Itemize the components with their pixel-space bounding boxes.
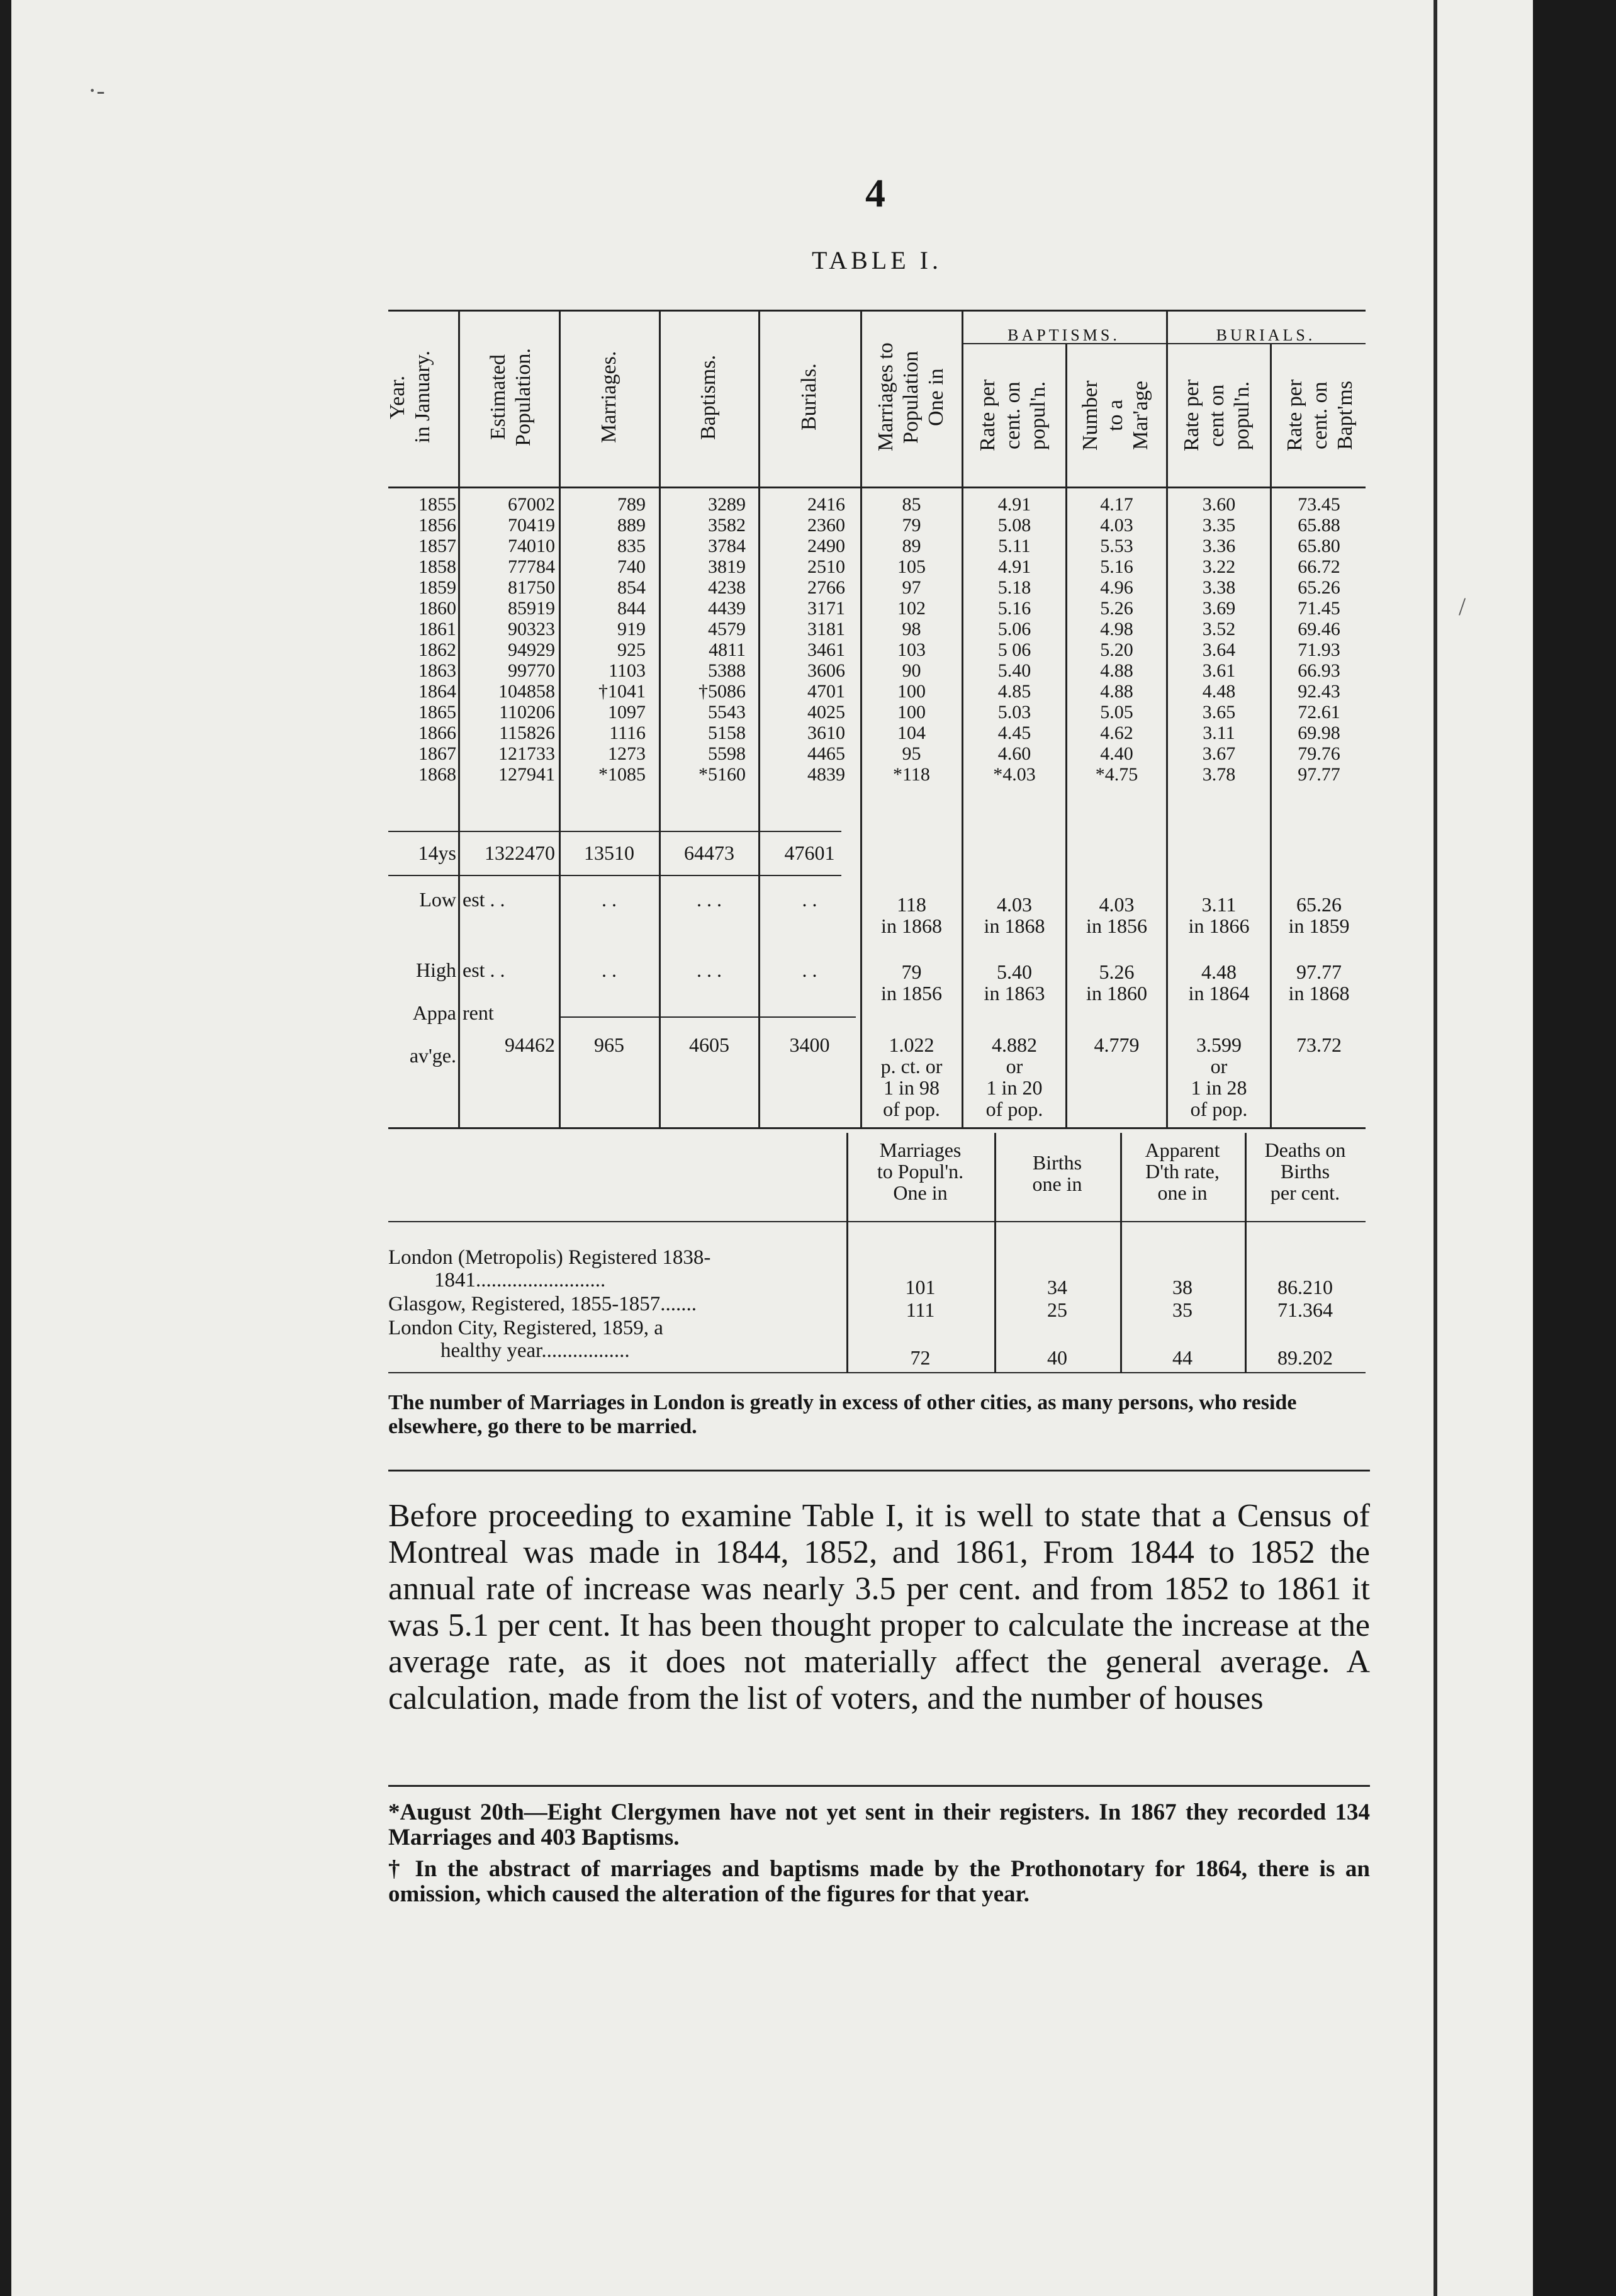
table-cell-bur_bap: 72.61 — [1298, 702, 1340, 723]
table-cell-burials: 4465 — [807, 743, 845, 764]
table-cell-burials: 4025 — [807, 702, 845, 723]
highest-baptism-rate: 5.40 in 1863 — [984, 960, 1045, 1004]
comparison-header-rule — [388, 1221, 1366, 1222]
london-city-label-cont: healthy year................. — [440, 1339, 630, 1362]
table-cell-bap_num: 5.16 — [1100, 556, 1133, 577]
table-cell-bap_num: *4.75 — [1095, 764, 1138, 785]
table-cell-baptisms: 4579 — [708, 619, 746, 639]
highest-dots: . . — [802, 959, 817, 981]
lowest-label: Low — [419, 888, 456, 911]
table-cell-burials: 3171 — [807, 598, 845, 619]
footnote-dagger: † In the abstract of marriages and baptisms made by the Prothonotary for 1864, there is an omission, which caused the alteration of the figures for that year. — [388, 1856, 1370, 1907]
average-label-cont: rent — [463, 1001, 494, 1024]
table-cell-bap_rate: 4.91 — [997, 494, 1031, 515]
average-label: Appa av'ge. — [409, 1001, 456, 1067]
table-cell-bap_num: 5.20 — [1100, 639, 1133, 660]
scan-speck: / — [1459, 592, 1466, 621]
table-cell-year: 1867 — [418, 743, 456, 764]
table-cell-marriages: 1103 — [609, 660, 646, 681]
table-cell-burials: 3461 — [807, 639, 845, 660]
table-cell-bur_rate: 3.78 — [1202, 764, 1236, 785]
comparison-header-marriages: Marriages to Popul'n. One in — [877, 1139, 964, 1204]
table-cell-year: 1868 — [418, 764, 456, 785]
table-cell-bur_bap: 66.93 — [1298, 660, 1340, 681]
london-city-label: London City, Registered, 1859, a — [388, 1317, 663, 1339]
group-header-baptisms: BAPTISMS. — [1007, 326, 1120, 344]
average-burials-on-baptisms: 73.72 — [1296, 1033, 1342, 1056]
table-cell-population: 85919 — [508, 598, 555, 619]
table-cell-bap_num: 5.53 — [1100, 536, 1133, 556]
table-cell-baptisms: 5158 — [708, 723, 746, 743]
lowest-marriages-to-population: 118 in 1868 — [881, 893, 942, 937]
table-cell-population: 94929 — [508, 639, 555, 660]
table-cell-population: 70419 — [508, 515, 555, 536]
highest-burial-rate: 4.48 in 1864 — [1188, 960, 1250, 1004]
col-divider — [659, 310, 661, 1128]
footnote-asterisk: *August 20th—Eight Clergymen have not yet sent in their registers. In 1867 they recorded 134 Marriages and 403 Baptisms. — [388, 1799, 1370, 1850]
table-cell-bap_num: 4.96 — [1100, 577, 1133, 598]
table-cell-bur_bap: 65.80 — [1298, 536, 1340, 556]
table-cell-year: 1866 — [418, 723, 456, 743]
table-cell-marriages: 854 — [617, 577, 646, 598]
scan-border — [1533, 0, 1616, 2296]
col-header-marriages: Marriages. — [597, 351, 620, 444]
table-cell-bap_num: 4.98 — [1100, 619, 1133, 639]
table-cell-baptisms: 3289 — [708, 494, 746, 515]
totals-population: 1322470 — [485, 841, 555, 864]
table-cell-marriages: 919 — [617, 619, 646, 639]
col-divider — [758, 310, 760, 1128]
table-cell-marriages: 835 — [617, 536, 646, 556]
table-cell-bap_num: 4.03 — [1100, 515, 1133, 536]
col-header-population: Estimated Population. — [486, 348, 535, 446]
table-bottom-rule — [388, 1127, 1366, 1129]
table-cell-population: 110206 — [499, 702, 555, 723]
column-burial-rate — [1169, 494, 1269, 785]
totals-baptisms: 64473 — [684, 841, 734, 864]
comparison-death-rate-value: 44 — [1172, 1346, 1192, 1369]
average-baptism-rate: 4.882 or 1 in 20 of pop. — [985, 1033, 1043, 1120]
lowest-burial-rate: 3.11 in 1866 — [1188, 893, 1250, 937]
table-title: TABLE I. — [812, 246, 942, 274]
table-cell-baptisms: 3784 — [708, 536, 746, 556]
highest-label-cont: est . . — [463, 959, 505, 981]
table-cell-bap_num: 4.40 — [1100, 743, 1133, 764]
table-cell-m_pop: 97 — [902, 577, 921, 598]
london-metropolis-label: London (Metropolis) Registered 1838- — [388, 1246, 711, 1269]
table-cell-bur_bap: 66.72 — [1298, 556, 1340, 577]
table-cell-bur_rate: 3.67 — [1202, 743, 1236, 764]
table-cell-bap_rate: 5.06 — [997, 619, 1031, 639]
col-header-marriages-to-population: Marriages to Population One in — [874, 342, 948, 452]
table-cell-bap_num: 4.62 — [1100, 723, 1133, 743]
table-cell-bap_rate: 5.08 — [997, 515, 1031, 536]
comparison-births-value: 25 — [1047, 1298, 1067, 1321]
comparison-header-death-rate: Apparent D'th rate, one in — [1145, 1139, 1220, 1204]
table-cell-year: 1857 — [418, 536, 456, 556]
table-cell-bur_bap: 71.45 — [1298, 598, 1340, 619]
table-cell-burials: 3181 — [807, 619, 845, 639]
average-marriages-to-population: 1.022 p. ct. or 1 in 98 of pop. — [880, 1033, 943, 1120]
london-metropolis-label-cont: 1841......................... — [434, 1269, 606, 1292]
table-cell-bur_bap: 69.46 — [1298, 619, 1340, 639]
column-year — [388, 494, 456, 785]
table-cell-bur_rate: 3.61 — [1202, 660, 1236, 681]
table-cell-marriages: 740 — [617, 556, 646, 577]
table-cell-bur_rate: 3.60 — [1202, 494, 1236, 515]
table-cell-bur_bap: 79.76 — [1298, 743, 1340, 764]
comparison-bottom-rule — [388, 1372, 1366, 1373]
table-cell-m_pop: 102 — [897, 598, 926, 619]
table-cell-year: 1865 — [418, 702, 456, 723]
totals-top-rule — [388, 831, 841, 832]
col-divider — [1270, 343, 1272, 1128]
table-cell-year: 1855 — [418, 494, 456, 515]
table-cell-bap_rate: 5.40 — [997, 660, 1031, 681]
column-baptisms-per-marriage — [1068, 494, 1165, 785]
column-burials — [761, 494, 845, 785]
comparison-deaths-on-births-value: 71.364 — [1277, 1298, 1333, 1321]
table-cell-marriages: †1041 — [598, 681, 646, 702]
lowest-dots: . . . — [697, 888, 722, 911]
table-cell-baptisms: 5598 — [708, 743, 746, 764]
table-cell-m_pop: 100 — [897, 702, 926, 723]
table-cell-bap_rate: 5.11 — [998, 536, 1031, 556]
table-cell-bap_num: 5.05 — [1100, 702, 1133, 723]
table-cell-bur_rate: 3.11 — [1203, 723, 1235, 743]
table-cell-bur_bap: 97.77 — [1298, 764, 1340, 785]
table-cell-population: 99770 — [508, 660, 555, 681]
col-header-burials: Burials. — [797, 363, 821, 431]
lowest-baptisms-per-marriage: 4.03 in 1856 — [1086, 893, 1147, 937]
footnote-rule — [388, 1785, 1370, 1787]
table-cell-marriages: 844 — [617, 598, 646, 619]
table-cell-bur_rate: 3.35 — [1202, 515, 1236, 536]
table-cell-population: 77784 — [508, 556, 555, 577]
table-cell-bap_rate: 5.18 — [997, 577, 1031, 598]
table-cell-burials: 3610 — [807, 723, 845, 743]
col-divider — [1166, 310, 1168, 1128]
comparison-marriages-value: 111 — [906, 1298, 935, 1321]
average-rule — [560, 1016, 856, 1018]
table-cell-m_pop: 103 — [897, 639, 926, 660]
table-cell-m_pop: 90 — [902, 660, 921, 681]
comparison-header-deaths-on-births: Deaths on Births per cent. — [1264, 1139, 1346, 1204]
comparison-deaths-on-births-value: 89.202 — [1277, 1346, 1333, 1369]
table-cell-burials: 2766 — [807, 577, 845, 598]
average-burial-rate: 3.599 or 1 in 28 of pop. — [1190, 1033, 1248, 1120]
section-rule — [388, 1470, 1370, 1472]
table-cell-baptisms: *5160 — [699, 764, 746, 785]
table-cell-m_pop: 105 — [897, 556, 926, 577]
col-divider — [458, 310, 460, 1128]
totals-bottom-rule — [388, 875, 841, 876]
table-cell-bur_rate: 3.22 — [1202, 556, 1236, 577]
column-burials-on-baptisms — [1272, 494, 1366, 785]
table-cell-marriages: 889 — [617, 515, 646, 536]
comparison-marriages-value: 101 — [905, 1276, 936, 1298]
table-cell-m_pop: 79 — [902, 515, 921, 536]
table-cell-year: 1863 — [418, 660, 456, 681]
table-top-rule — [388, 310, 1366, 312]
glasgow-label: Glasgow, Registered, 1855-1857....... — [388, 1293, 697, 1315]
table-cell-year: 1858 — [418, 556, 456, 577]
table-cell-bur_bap: 65.88 — [1298, 515, 1340, 536]
col-header-baptisms: Baptisms. — [697, 354, 720, 440]
table-cell-bap_num: 4.17 — [1100, 494, 1133, 515]
table-cell-year: 1860 — [418, 598, 456, 619]
average-marriages: 965 — [594, 1033, 624, 1056]
table-cell-population: 67002 — [508, 494, 555, 515]
totals-burials: 47601 — [784, 841, 835, 864]
comparison-death-rate-value: 35 — [1172, 1298, 1192, 1321]
page-fold — [1434, 0, 1437, 2296]
table-cell-year: 1861 — [418, 619, 456, 639]
table-cell-burials: 2490 — [807, 536, 845, 556]
table-cell-bur_bap: 73.45 — [1298, 494, 1340, 515]
table-cell-population: 127941 — [498, 764, 555, 785]
table-cell-bur_rate: 3.69 — [1202, 598, 1236, 619]
table-cell-marriages: *1085 — [598, 764, 646, 785]
body-paragraph: Before proceeding to examine Table I, it is well to state that a Census of Montreal was made in 1844, 1852, and 1861, From 1844 to 1852 the annual rate of increase was nearly 3.5 per cent. and from 1852 to 1861 it was 5.1 per cent. It has been thought proper to calculate the increase at the average rate, as it does not materially affect the general average. A calculation, made from the list of voters, and the number of houses — [388, 1498, 1370, 1716]
table-cell-bap_rate: 4.45 — [997, 723, 1031, 743]
highest-baptisms-per-marriage: 5.26 in 1860 — [1086, 960, 1147, 1004]
col-header-burials-on-baptisms: Rate per cent. on Bapt'ms — [1283, 379, 1357, 452]
totals-marriages: 13510 — [584, 841, 634, 864]
col-divider — [860, 310, 862, 1128]
average-burials: 3400 — [789, 1033, 830, 1056]
column-marriages — [561, 494, 646, 785]
highest-label: High — [416, 959, 456, 981]
table-cell-baptisms: 4238 — [708, 577, 746, 598]
table-cell-baptisms: 3819 — [708, 556, 746, 577]
table-cell-marriages: 925 — [617, 639, 646, 660]
column-baptism-rate — [964, 494, 1065, 785]
table-cell-population: 81750 — [508, 577, 555, 598]
table-cell-burials: 4701 — [807, 681, 845, 702]
comparison-deaths-on-births-value: 86.210 — [1277, 1276, 1333, 1298]
table-cell-bur_rate: 3.64 — [1202, 639, 1236, 660]
table-cell-baptisms: 4811 — [709, 639, 746, 660]
highest-burials-on-baptisms: 97.77 in 1868 — [1288, 960, 1350, 1004]
table-cell-population: 104858 — [498, 681, 555, 702]
table-cell-bap_num: 4.88 — [1100, 660, 1133, 681]
comparison-header-births: Births one in — [1032, 1151, 1082, 1195]
table-cell-burials: 2510 — [807, 556, 845, 577]
average-baptisms: 4605 — [689, 1033, 729, 1056]
table-cell-m_pop: *118 — [893, 764, 930, 785]
table-note: The number of Marriages in London is greatly in excess of other cities, as many persons, who reside elsewhere, go there to be married. — [388, 1391, 1297, 1438]
table-cell-burials: 3606 — [807, 660, 845, 681]
table-cell-bur_bap: 71.93 — [1298, 639, 1340, 660]
table-cell-population: 74010 — [508, 536, 555, 556]
highest-dots: . . . — [697, 959, 722, 981]
table-cell-m_pop: 100 — [897, 681, 926, 702]
table-cell-burials: 4839 — [807, 764, 845, 785]
page-number: 4 — [865, 171, 885, 215]
table-cell-burials: 2360 — [807, 515, 845, 536]
lowest-burials-on-baptisms: 65.26 in 1859 — [1288, 893, 1350, 937]
table-cell-m_pop: 85 — [902, 494, 921, 515]
table-cell-baptisms: 5388 — [708, 660, 746, 681]
column-baptisms — [661, 494, 746, 785]
table-cell-baptisms: 3582 — [708, 515, 746, 536]
table-cell-marriages: 789 — [617, 494, 646, 515]
comparison-marriages-value: 72 — [910, 1346, 931, 1369]
col-header-baptism-rate: Rate per cent. on popul'n. — [976, 379, 1050, 452]
table-cell-marriages: 1116 — [609, 723, 646, 743]
table-cell-bap_num: 4.88 — [1100, 681, 1133, 702]
comparison-births-value: 34 — [1047, 1276, 1067, 1298]
average-baptisms-per-marriage: 4.779 — [1094, 1033, 1140, 1056]
col-header-year: Year. in January. — [386, 351, 434, 444]
group-header-burials: BURIALS. — [1216, 326, 1316, 344]
table-cell-m_pop: 95 — [902, 743, 921, 764]
table-cell-m_pop: 98 — [902, 619, 921, 639]
table-cell-bur_rate: 3.52 — [1202, 619, 1236, 639]
column-population — [461, 494, 555, 785]
table-cell-marriages: 1273 — [608, 743, 646, 764]
lowest-baptism-rate: 4.03 in 1868 — [984, 893, 1045, 937]
table-cell-bur_bap: 65.26 — [1298, 577, 1340, 598]
table-cell-bur_rate: 3.36 — [1202, 536, 1236, 556]
table-cell-bap_rate: 5 06 — [997, 639, 1031, 660]
table-cell-m_pop: 89 — [902, 536, 921, 556]
table-cell-year: 1856 — [418, 515, 456, 536]
scan-speck: ·- — [88, 76, 105, 104]
table-cell-year: 1862 — [418, 639, 456, 660]
col-header-burial-rate: Rate per cent on popul'n. — [1180, 379, 1254, 452]
col-divider — [962, 310, 963, 1128]
table-cell-population: 90323 — [508, 619, 555, 639]
highest-dots: . . — [602, 959, 617, 981]
table-cell-bap_rate: 4.91 — [997, 556, 1031, 577]
table-cell-burials: 2416 — [807, 494, 845, 515]
table-cell-baptisms: 5543 — [708, 702, 746, 723]
table-cell-bur_rate: 3.65 — [1202, 702, 1236, 723]
col-divider — [1065, 343, 1067, 1128]
table-cell-population: 121733 — [498, 743, 555, 764]
col-divider — [559, 310, 561, 1128]
comparison-death-rate-value: 38 — [1172, 1276, 1192, 1298]
header-bottom-rule — [388, 487, 1366, 488]
average-population: 94462 — [505, 1033, 555, 1056]
table-cell-bur_bap: 92.43 — [1298, 681, 1340, 702]
table-cell-baptisms: †5086 — [699, 681, 746, 702]
highest-marriages-to-population: 79 in 1856 — [881, 960, 942, 1004]
table-cell-population: 115826 — [499, 723, 555, 743]
lowest-dots: . . — [802, 888, 817, 911]
table-cell-year: 1859 — [418, 577, 456, 598]
lowest-label-cont: est . . — [463, 888, 505, 911]
table-cell-bap_rate: *4.03 — [993, 764, 1036, 785]
table-cell-bur_bap: 69.98 — [1298, 723, 1340, 743]
lowest-dots: . . — [602, 888, 617, 911]
table-cell-bur_rate: 4.48 — [1202, 681, 1236, 702]
table-cell-bap_rate: 5.16 — [997, 598, 1031, 619]
table-cell-baptisms: 4439 — [708, 598, 746, 619]
table-cell-bap_rate: 4.60 — [997, 743, 1031, 764]
table-cell-bap_rate: 5.03 — [997, 702, 1031, 723]
totals-label: 14ys — [418, 841, 456, 864]
table-cell-bap_rate: 4.85 — [997, 681, 1031, 702]
table-cell-marriages: 1097 — [608, 702, 646, 723]
table-cell-bap_num: 5.26 — [1100, 598, 1133, 619]
column-marriages-to-population — [863, 494, 960, 785]
table-cell-bur_rate: 3.38 — [1202, 577, 1236, 598]
table-cell-m_pop: 104 — [897, 723, 926, 743]
table-cell-year: 1864 — [418, 681, 456, 702]
comparison-births-value: 40 — [1047, 1346, 1067, 1369]
col-header-baptisms-per-marriage: Number to a Mar'age — [1079, 380, 1152, 451]
